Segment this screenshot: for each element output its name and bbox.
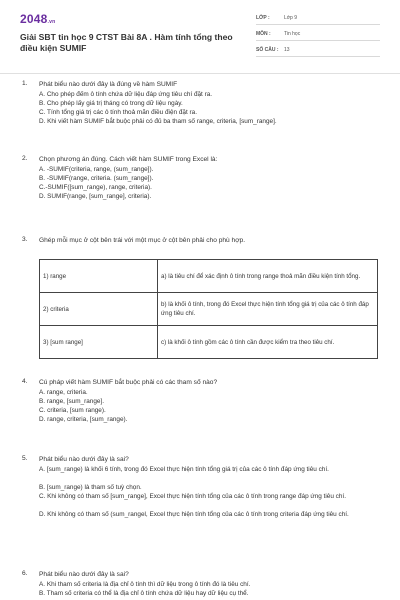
left-cell: 1) range <box>40 260 158 293</box>
option-b[interactable]: B. [sum_range) là tham số tuỳ chọn. <box>39 484 142 491</box>
question-stem: Phát biểu nào dưới đây là đúng về hàm SUMIF <box>39 81 178 88</box>
meta-info <box>256 12 380 60</box>
option-a[interactable]: A. [sum_range) là khối 6 tính, trong đó Excel thực hiện tính tổng giá trị của các ô tính đáp ứng tiêu chí. <box>39 466 329 473</box>
header-divider <box>0 73 400 74</box>
question-stem: Ghép mỗi mục ở cột bên trái với một mục ở cột bên phải cho phù hợp. <box>39 237 246 244</box>
question-stem: Chọn phương án đúng. Cách viết hàm SUMIF trong Excel là: <box>39 156 218 163</box>
option-c[interactable]: C. Khi không có tham số [sum_range], Excel thực hiện tính tổng của các ô tính trong range đáp ứng tiêu chí. <box>39 493 346 500</box>
question-stem: Cú pháp viết hàm SUMIF bắt buộc phải có các tham số nào? <box>39 379 218 386</box>
option-b[interactable]: B. Tham số criteria có thể là địa chỉ ô tính chứa dữ liệu hay dữ liệu cụ thể. <box>39 590 249 597</box>
option-d[interactable]: D. range, criteria, [sum_range). <box>39 416 128 423</box>
site-logo[interactable]: 2048.vn <box>20 12 56 26</box>
option-d[interactable]: D. Khi không có tham số (sum_rangel, Excel thực hiện tính tổng của các ô tính trong criteria đáp ứng tiêu chí. <box>39 511 349 518</box>
option-b[interactable]: B. range, [sum_range]. <box>39 398 105 405</box>
option-b[interactable]: B. -SUMIF(range, criteria. (sum_range]). <box>39 175 154 182</box>
meta-row-count: SỐ CÂU : 13 <box>256 44 380 57</box>
matching-table <box>39 259 378 359</box>
question-stem: Phát biểu nào dưới đây là sai? <box>39 571 129 578</box>
option-a[interactable]: A. Khi tham số criteria là địa chỉ ô tính thì dữ liệu trong ô tính đó là tiêu chí. <box>39 581 251 588</box>
meta-row-grade: LỚP : Lớp 9 <box>256 12 380 25</box>
left-cell: 2) criteria <box>40 293 158 326</box>
table-row <box>40 260 378 293</box>
table-row <box>40 326 378 359</box>
option-c[interactable]: C. Tính tổng giá trị các ô tính thoả mãn điều điện đặt ra. <box>39 109 197 116</box>
option-d[interactable]: D. SUMIF(range, [sum_range], criteria). <box>39 193 152 200</box>
table-row <box>40 293 378 326</box>
page-title: Giải SBT tin học 9 CTST Bài 8A . Hàm tính tổng theo điều kiện SUMIF <box>20 32 233 53</box>
right-cell: a) là tiêu chí để xác định ô tính trong range thoả mãn điều kiện tính tổng. <box>158 260 378 293</box>
option-a[interactable]: A. range, criteria. <box>39 389 88 396</box>
option-c[interactable]: C. criteria, [sum range). <box>39 407 106 414</box>
option-a[interactable]: A. Cho phép đếm ô tính chứa dữ liệu đáp ứng tiêu chí đặt ra. <box>39 91 213 98</box>
right-cell: b) là khối ô tính, trong đó Excel thực hiện tính tổng giá trị của các ô tính đáp ứng tiêu chí. <box>158 293 378 326</box>
option-d[interactable]: D. Khi viết hàm SUMIF bắt buộc phải có đủ ba tham số range, criteria, [sum_range]. <box>39 118 277 125</box>
question-stem: Phát biểu nào dưới đây là sai? <box>39 456 129 463</box>
option-a[interactable]: A. -SUMIF(criteria, range, (sum_range]). <box>39 166 154 173</box>
left-cell: 3) [sum range] <box>40 326 158 359</box>
page-header <box>0 0 400 68</box>
right-cell: c) là khối ô tính gồm các ô tính cần được kiểm tra theo tiêu chí. <box>158 326 378 359</box>
meta-row-subject: MÔN : Tin học <box>256 28 380 41</box>
option-b[interactable]: B. Cho phép lấy giá trị tháng có trong dữ liệu ngày. <box>39 100 183 107</box>
option-c[interactable]: C.-SUMIF([sum_range), range, criteria). <box>39 184 152 191</box>
